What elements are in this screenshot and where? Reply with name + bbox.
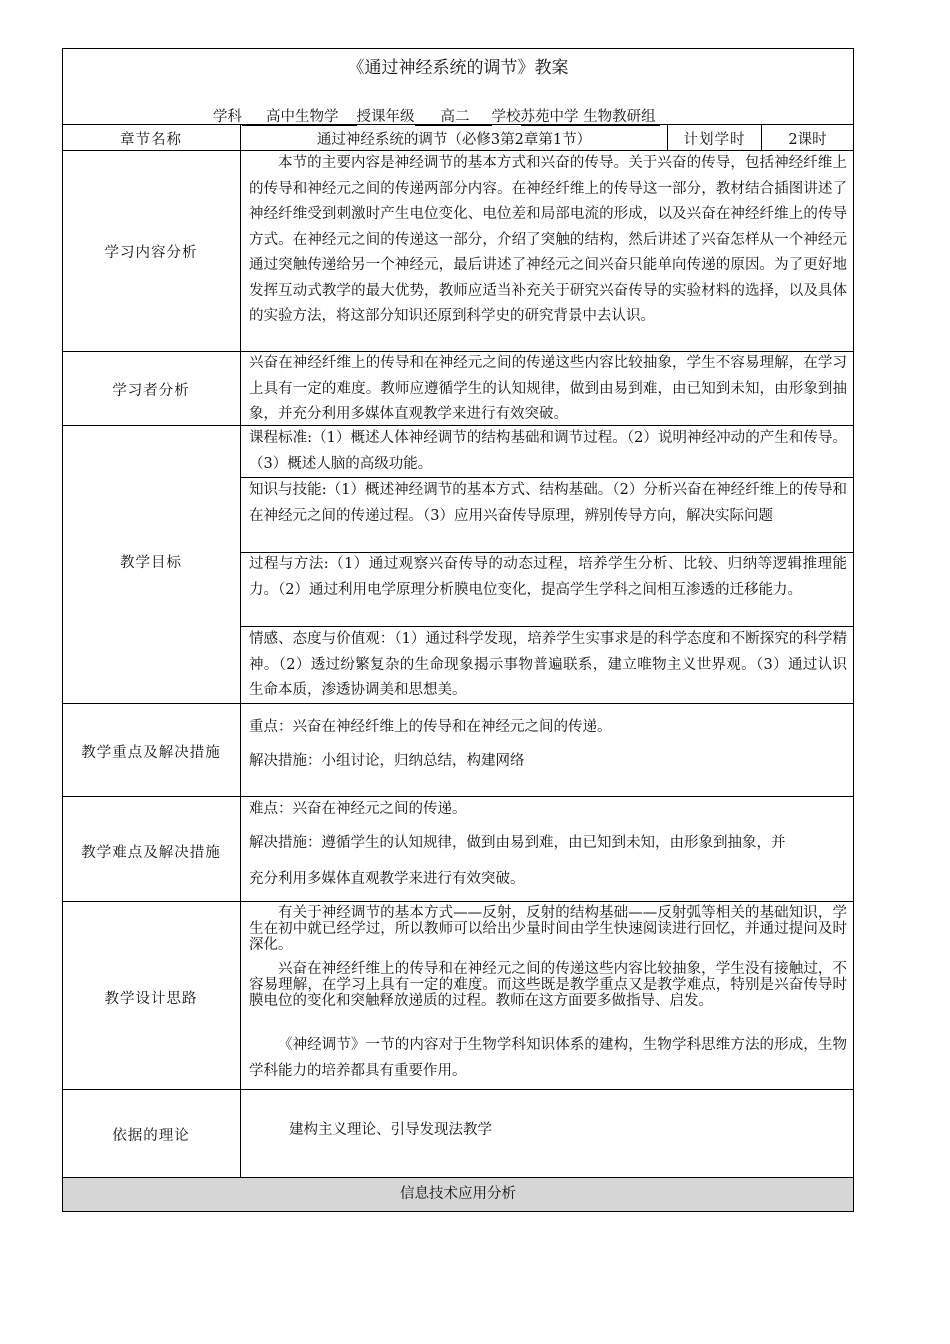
design-paragraph-1: 有关于神经调节的基本方式——反射，反射的结构基础——反射弧等相关的基础知识，学生在初中就已经学过，所以教师可以给出少量时间由学生快速阅读进行回忆，并通过提问及时深化。 xyxy=(249,905,847,953)
hours-value: 2课时 xyxy=(788,132,827,148)
footer-band xyxy=(63,1177,853,1211)
design-label: 教学设计思路 xyxy=(104,991,198,1007)
objective-emotion: 情感、态度与价值观：（1）通过科学发现，培养学生实事求是的科学态度和不断探究的科学精神。（2）透过纷繁复杂的生命现象揭示事物普遍联系，建立唯物主义世界观。（3）通过认识生命本质，渗透协调美和思想美。 xyxy=(249,631,847,698)
design-paragraph-2: 兴奋在神经纤维上的传导和在神经元之间的传递这些内容比较抽象，学生没有接触过，不容易理解，在学习上具有一定的难度。而这些既是教学重点又是教学难点，特别是兴奋传导时膜电位的变化和突触释放递质的过程。教师在这方面要多做指导、启发。 xyxy=(249,961,847,1009)
difficult-point-text: 难点：兴奋在神经元之间的传递。 xyxy=(249,801,467,817)
difficult-point-measure-2: 充分利用多媒体直观教学来进行有效突破。 xyxy=(249,871,525,887)
footer-label: 信息技术应用分析 xyxy=(400,1186,516,1202)
grade-value: 高二 xyxy=(415,109,492,126)
difficult-point-measure-1: 解决措施：遵循学生的认知规律，做到由易到难，由已知到未知，由形象到抽象，并 xyxy=(249,835,786,851)
row-divider xyxy=(63,124,853,125)
objective-process: 过程与方法:（1）通过观察兴奋传导的动态过程，培养学生分析、比较、归纳等逻辑推理能力。（2）通过利用电学原理分析膜电位变化，提高学生学科之间相互渗透的迁移能力。 xyxy=(249,556,847,598)
chapter-name: 通过神经系统的调节（必修3第2章第1节） xyxy=(316,132,592,148)
row-divider xyxy=(63,901,853,902)
chapter-label: 章节名称 xyxy=(120,132,182,148)
content-analysis-label: 学习内容分析 xyxy=(104,245,198,261)
objective-knowledge: 知识与技能:（1）概述神经调节的基本方式、结构基础。（2）分析兴奋在神经纤维上的传导和在神经元之间的传递过程。（3）应用兴奋传导原理，辨别传导方向，解决实际问题 xyxy=(249,482,847,524)
theory-label: 依据的理论 xyxy=(112,1128,190,1144)
subject-value: 高中生物学 xyxy=(242,109,357,126)
meta-line xyxy=(213,105,660,126)
column-divider xyxy=(240,124,241,1177)
learner-analysis-text: 兴奋在神经纤维上的传导和在神经元之间的传递这些内容比较抽象，学生不容易理解，在学习上具有一定的难度。教师应遵循学生的认知规律，做到由易到难，由已知到未知，由形象到抽象，并充分利用多媒体直观教学来进行有效突破。 xyxy=(249,355,847,422)
design-paragraph-3: 《神经调节》一节的内容对于生物学科知识体系的建构，生物学科思维方法的形成，生物学科能力的培养都具有重要作用。 xyxy=(249,1037,847,1079)
theory-text: 建构主义理论、引导发现法教学 xyxy=(289,1122,492,1138)
lesson-plan-table xyxy=(62,48,854,1212)
document-title: 《通过神经系统的调节》教案 xyxy=(347,58,569,78)
grade-label: 授课年级 xyxy=(356,109,415,125)
hours-label: 计划学时 xyxy=(683,132,746,148)
difficult-points-label: 教学难点及解决措施 xyxy=(81,845,221,861)
row-divider xyxy=(63,1089,853,1090)
learner-analysis-label: 学习者分析 xyxy=(112,383,190,399)
school-value: 苏苑中学 生物教研组 xyxy=(521,109,660,126)
school-label: 学校 xyxy=(491,109,521,125)
key-point-text: 重点：兴奋在神经纤维上的传导和在神经元之间的传递。 xyxy=(249,719,612,735)
subject-label: 学科 xyxy=(213,109,242,125)
key-point-measure: 解决措施：小组讨论，归纳总结，构建网络 xyxy=(249,753,525,769)
content-analysis-text: 本节的主要内容是神经调节的基本方式和兴奋的传导。关于兴奋的传导，包括神经纤维上的传导和神经元之间的传递两部分内容。在神经纤维上的传导这一部分，教材结合插图讲述了神经纤维受到刺激时产生电位变化、电位差和局部电流的形成，以及兴奋在神经纤维上的传导方式。在神经元之间的传递这一部分，介绍了突触的结构，然后讲述了兴奋怎样从一个神经元通过突触传递给另一个神经元，最后讲述了神经元之间兴奋只能单向传递的原因。为了更好地发挥互动式教学的最大优势，教师应适当补充关于研究兴奋传导的实验材料的选择，以及具体的实验方法，将这部分知识还原到科学史的研究背景中去认识。 xyxy=(249,155,847,324)
objective-standard: 课程标准:（1）概述人体神经调节的结构基础和调节过程。（2）说明神经冲动的产生和传导。（3）概述人脑的高级功能。 xyxy=(249,430,847,472)
objectives-label: 教学目标 xyxy=(120,555,182,571)
key-points-label: 教学重点及解决措施 xyxy=(81,745,221,761)
